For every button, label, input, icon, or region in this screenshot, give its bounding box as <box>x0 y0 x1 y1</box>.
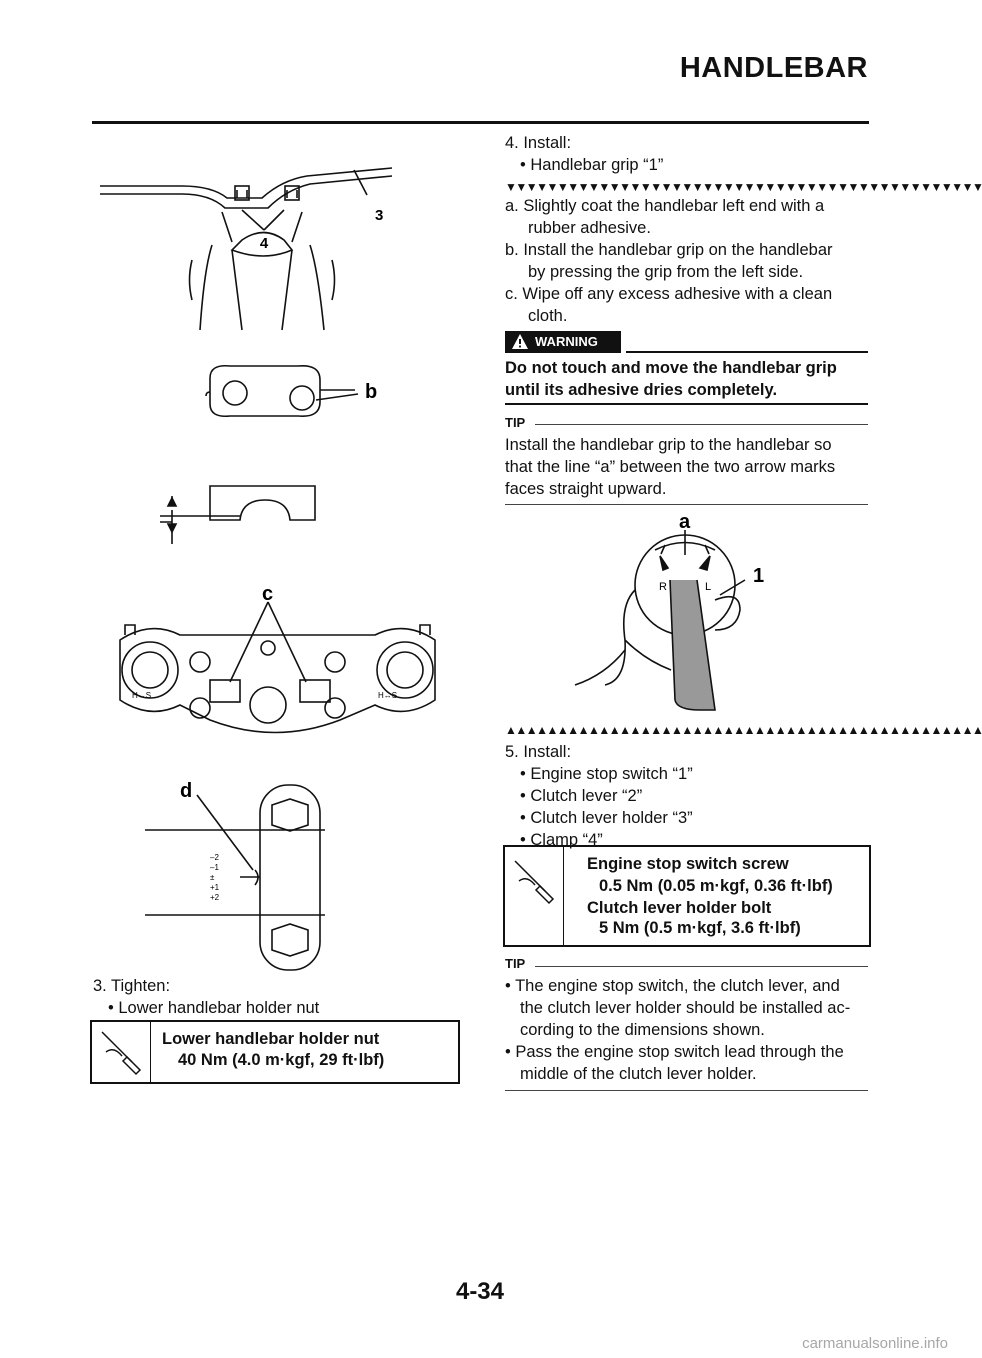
warning-badge <box>505 331 621 353</box>
page-number: 4-34 <box>455 1278 505 1305</box>
step-5-bullet-1: • Engine stop switch “1” <box>520 765 693 783</box>
procedure-step-c: c. Wipe off any excess adhesive with a clean <box>505 285 833 303</box>
tip-2-bullet-1-cont-2: cording to the dimensions shown. <box>520 1021 765 1039</box>
torque-spec-box-2 <box>503 845 871 947</box>
warning-rule <box>626 351 868 353</box>
step-5-bullet-3: • Clutch lever holder “3” <box>520 809 693 827</box>
scale-m1: –1 <box>210 863 219 872</box>
torque-wrench-icon <box>92 1022 150 1082</box>
tip-1-line-1: Install the handlebar grip to the handlebar so <box>505 436 832 454</box>
tip-2-bottom-rule <box>505 1090 868 1091</box>
spec-1-line-2: 40 Nm (4.0 m·kgf, 29 ft·lbf) <box>178 1051 385 1069</box>
warning-icon <box>511 333 529 351</box>
grip-arrow-r: R <box>659 581 667 593</box>
callout-d: d <box>180 780 193 802</box>
procedure-end-marks: ▲▲▲▲▲▲▲▲▲▲▲▲▲▲▲▲▲▲▲▲▲▲▲▲▲▲▲▲▲▲▲▲▲▲▲▲▲▲▲▲▲▲▲▲▲▲ <box>505 723 982 737</box>
warning-line-2: until its adhesive dries completely. <box>505 381 778 399</box>
step-3-heading: 3. Tighten: <box>93 977 171 995</box>
spec-2-line-1: Engine stop switch screw <box>587 855 789 873</box>
step-5-bullet-2: • Clutch lever “2” <box>520 787 643 805</box>
tip-2-label: TIP <box>505 956 526 971</box>
tip-2-bullet-1: • The engine stop switch, the clutch lever, and <box>505 977 840 995</box>
tip-1-line-2: that the line “a” between the two arrow marks <box>505 458 836 476</box>
tip-2-bullet-1-cont-1: the clutch lever holder should be installed ac- <box>520 999 851 1017</box>
tip-2-bullet-2-cont: middle of the clutch lever holder. <box>520 1065 757 1083</box>
tip-1-label: TIP <box>505 415 526 430</box>
step-3-bullet: • Lower handlebar holder nut <box>108 999 320 1017</box>
warning-label: WARNING <box>535 334 598 349</box>
callout-1: 1 <box>753 565 765 587</box>
procedure-step-b: b. Install the handlebar grip on the handlebar <box>505 241 833 259</box>
warning-bottom-rule <box>505 403 868 405</box>
scale-m2: –2 <box>210 853 219 862</box>
hs-mark-left: H↔S <box>132 691 152 700</box>
tip-2-bullet-2: • Pass the engine stop switch lead through the <box>505 1043 844 1061</box>
callout-4: 4 <box>259 235 269 252</box>
scale-p2: +2 <box>210 893 220 902</box>
grip-arrow-l: L <box>705 581 712 593</box>
torque-spec-box-1 <box>90 1020 460 1084</box>
tip-1-rule <box>535 424 868 425</box>
spec-1-line-1: Lower handlebar holder nut <box>162 1030 380 1048</box>
scale-0: ± <box>210 873 215 882</box>
spec-2-line-3: Clutch lever holder bolt <box>587 899 772 917</box>
procedure-start-marks: ▼▼▼▼▼▼▼▼▼▼▼▼▼▼▼▼▼▼▼▼▼▼▼▼▼▼▼▼▼▼▼▼▼▼▼▼▼▼▼▼▼▼▼▼▼▼ <box>505 180 982 194</box>
handlebar-top-figure <box>92 150 412 330</box>
spec-2-line-2: 0.5 Nm (0.05 m·kgf, 0.36 ft·lbf) <box>599 877 833 895</box>
callout-3: 3 <box>375 207 384 224</box>
step-5-bullet-4: • Clamp “4” <box>520 831 603 849</box>
holder-side-figure <box>150 470 330 550</box>
handlebar-grip-figure <box>565 510 785 720</box>
procedure-step-a-cont: rubber adhesive. <box>528 219 651 237</box>
handlebar-holder-figure <box>145 775 345 975</box>
procedure-step-c-cont: cloth. <box>528 307 568 325</box>
tip-1-line-3: faces straight upward. <box>505 480 667 498</box>
step-4-bullet: • Handlebar grip “1” <box>520 156 664 174</box>
procedure-step-a: a. Slightly coat the handlebar left end with a <box>505 197 825 215</box>
header-rule <box>92 121 869 124</box>
holder-mark-figure <box>180 360 410 440</box>
page-title: HANDLEBAR <box>679 52 868 84</box>
step-4-heading: 4. Install: <box>505 134 572 152</box>
callout-c: c <box>262 583 274 605</box>
procedure-step-b-cont: by pressing the grip from the left side. <box>528 263 804 281</box>
tip-1-bottom-rule <box>505 504 868 505</box>
triple-clamp-figure <box>110 580 445 750</box>
tip-2-rule <box>535 966 868 967</box>
callout-b: b <box>365 381 378 403</box>
scale-p1: +1 <box>210 883 220 892</box>
callout-a: a <box>679 511 691 533</box>
step-5-heading: 5. Install: <box>505 743 572 761</box>
torque-wrench-icon <box>505 847 563 945</box>
hs-mark-right: H↔S <box>378 691 398 700</box>
warning-line-1: Do not touch and move the handlebar grip <box>505 359 837 377</box>
spec-2-line-4: 5 Nm (0.5 m·kgf, 3.6 ft·lbf) <box>599 919 801 937</box>
watermark: carmanualsonline.info <box>802 1335 948 1352</box>
